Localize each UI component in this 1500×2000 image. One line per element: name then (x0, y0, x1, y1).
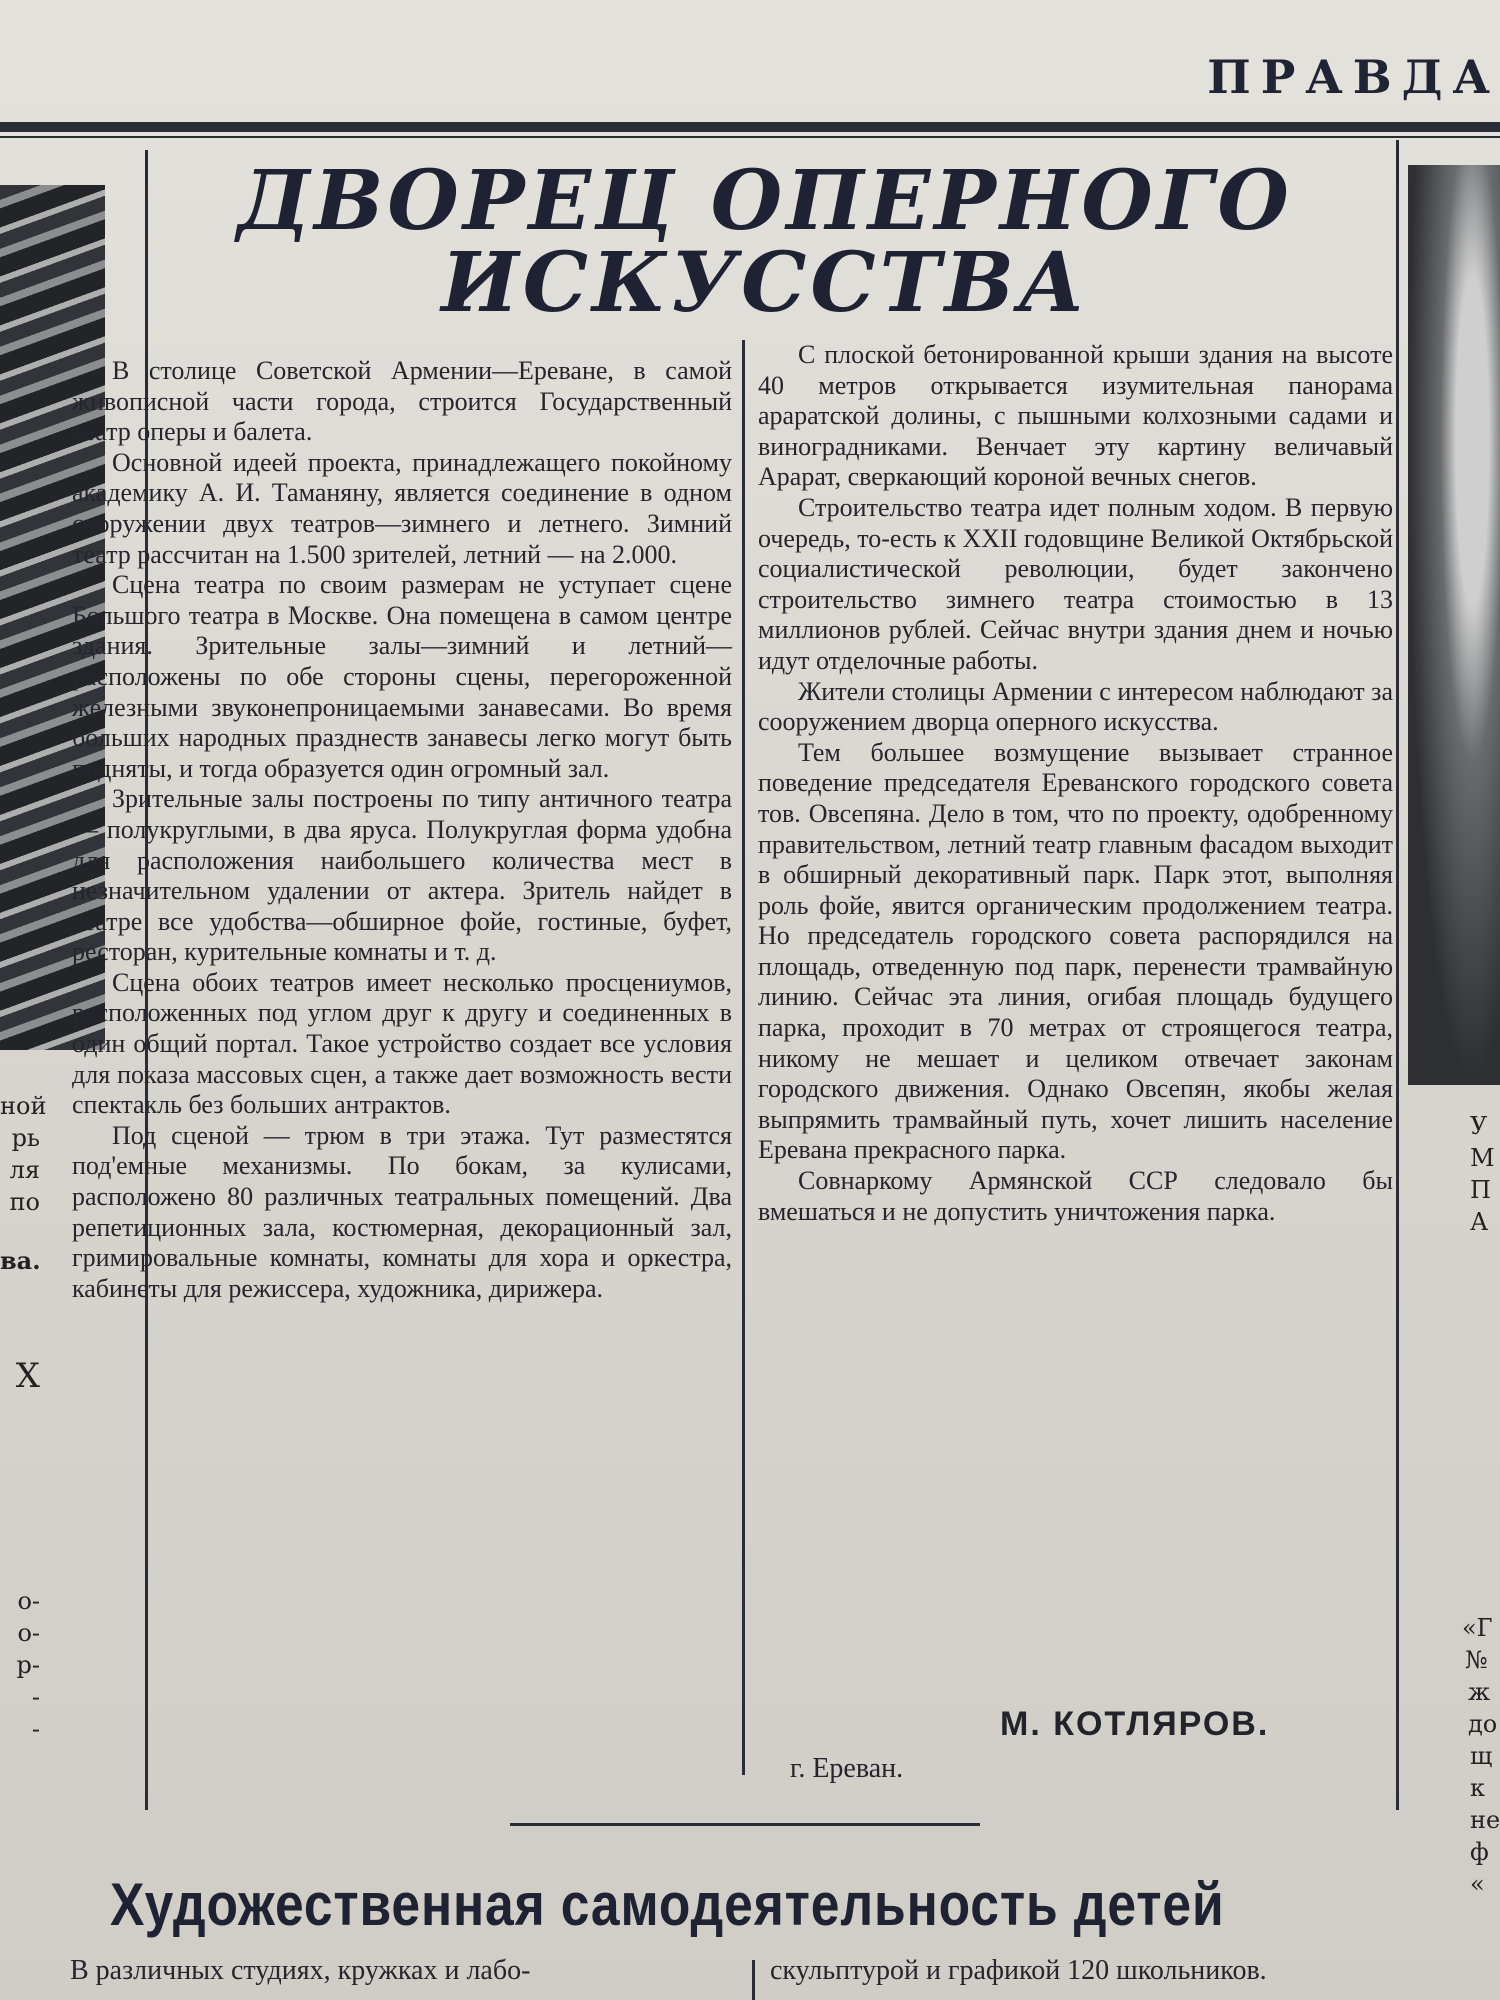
bottom-column-rule (752, 1960, 755, 2000)
article-column-left (72, 356, 732, 1304)
right-fragment: № (1465, 1646, 1488, 1674)
paragraph: Строительство театра идет полным ходом. В первую очередь, то-есть к XXII годовщине Великой Октябрьской социалистической революции, будет закончено строительство зимнего театра стоимостью в 13 миллионов рублей. Сейчас внутри здания днем и ночью идут отделочные работы. (758, 492, 1393, 675)
right-fragment: М (1470, 1144, 1495, 1172)
right-fragment: «Г (1462, 1614, 1493, 1642)
left-fragment: - (31, 1683, 40, 1711)
right-fragment: П (1470, 1176, 1491, 1204)
article-column-right (758, 340, 1393, 1227)
article-headline (140, 153, 1390, 331)
left-fragment: ва. (0, 1246, 41, 1275)
paragraph: Совнаркому Армянской ССР следовало бы вмешаться и не допустить уничтожения парка. (758, 1166, 1393, 1226)
left-fragment: по (9, 1188, 40, 1216)
center-column-rule (742, 340, 745, 1775)
section-divider (510, 1823, 980, 1826)
masthead: ПРАВДА (1207, 50, 1500, 104)
right-fragment: А (1470, 1208, 1489, 1236)
left-fragment: ля (9, 1156, 40, 1184)
left-fragment: о- (17, 1619, 40, 1647)
paragraph: Под сценой — трюм в три этажа. Тут разместятся под'емные механизмы. По бокам, за кулисами, расположено 80 различных театральных помещений. Два репетиционных зала, костюмерная, декорационный зал, гримировальные комнаты, комнаты для хора и оркестра, кабинеты для режиссера, художника, дирижера. (72, 1120, 732, 1303)
right-fragment: « (1470, 1870, 1485, 1898)
paragraph: Основной идеей проекта, принадлежащего покойному академику А. И. Таманяну, является соединение в одном сооружении двух театров—зимнего и летнего. Зимний театр рассчитан на 1.500 зрителей, летний — на 2.000. (72, 447, 732, 569)
left-fragment: ной (0, 1092, 47, 1120)
left-fragment: р- (16, 1651, 40, 1679)
right-fragment: ф (1470, 1838, 1489, 1866)
right-fragment: до (1468, 1710, 1498, 1738)
second-article-headline: Художественная самодеятельность детей (110, 1871, 1225, 1938)
paragraph: Сцена театра по своим размерам не уступает сцене Большого театра в Москве. Она помещена в самом центре здания. Зрительные залы—зимний и летний—расположены по обе стороны сцены, перегороженной железными звуконепроницаемыми занавесами. Во время больших народных празднеств занавесы легко могут быть подняты, и тогда образуется один огромный зал. (72, 570, 732, 783)
paragraph: Тем большее возмущение вызывает странное поведение председателя Ереванского городского совета тов. Овсепяна. Дело в том, что по проекту, одобренному правительством, летний театр главным фасадом выходит в обширный декоративный парк. Парк этот, выполняя роль фойе, явится органическим продолжением театра. Но председатель городского совета распорядился на площадь, отведенную под парк, перенести трамвайную линию. Сейчас эта линия, огибая площадь будущего парка, проходит в 70 метрах от строящегося театра, никому не мешает и целиком отвечает законам городского движения. Однако Овсепян, якобы желая выпрямить трамвайный путь, хочет лишить население Еревана прекрасного парка. (758, 737, 1393, 1165)
right-fragment: не (1470, 1806, 1500, 1834)
paragraph: В столице Советской Армении—Ереване, в самой живописной части города, строится Государственный театр оперы и балета. (72, 356, 732, 447)
paragraph: С плоской бетонированной крыши здания на высоте 40 метров открывается изумительная панорама араратской долины, с пышными колхозными садами и виноградниками. Венчает эту картину величавый Арарат, сверкающий короной вечных снегов. (758, 340, 1393, 492)
second-article-text-left: В различных студиях, кружках и лабо- (70, 1955, 531, 1986)
headline-line-2: ИСКУССТВА (441, 235, 1089, 331)
right-fragment: щ (1470, 1742, 1493, 1770)
left-fragment: - (31, 1715, 40, 1743)
right-fragment: У (1470, 1112, 1488, 1140)
left-fragment: о- (17, 1587, 40, 1615)
masthead-rule-thin (0, 136, 1500, 138)
headline-line-1: ДВОРЕЦ ОПЕРНОГО (237, 153, 1293, 249)
dateline: г. Ереван. (790, 1753, 904, 1784)
right-fragment: ж (1468, 1678, 1491, 1706)
paragraph: Сцена обоих театров имеет несколько просцениумов, расположенных под углом друг к другу и соединенных в один общий портал. Такое устройство создает все условия для показа массовых сцен, а также дает возможность вести спектакль без больших антрактов. (72, 967, 732, 1120)
right-photo (1408, 165, 1500, 1085)
right-column-rule (1396, 140, 1399, 1810)
second-article-text-right: скульптурой и графикой 120 школьников. (770, 1955, 1267, 1986)
right-fragment: к (1470, 1774, 1485, 1802)
paragraph: Жители столицы Армении с интересом наблюдают за сооружением дворца оперного искусства. (758, 676, 1393, 737)
masthead-rule (0, 122, 1500, 132)
left-fragment: X (15, 1356, 40, 1396)
left-fragment: рь (11, 1124, 40, 1152)
paragraph: Зрительные залы построены по типу античного театра — полукруглыми, в два яруса. Полукруглая форма удобна для расположения наибольшего количества мест в незначительном удалении от актера. Зритель найдет в театре все удобства—обширное фойе, гостиные, буфет, ресторан, курительные комнаты и т. д. (72, 784, 732, 967)
author-signature: М. КОТЛЯРОВ. (1000, 1705, 1270, 1743)
